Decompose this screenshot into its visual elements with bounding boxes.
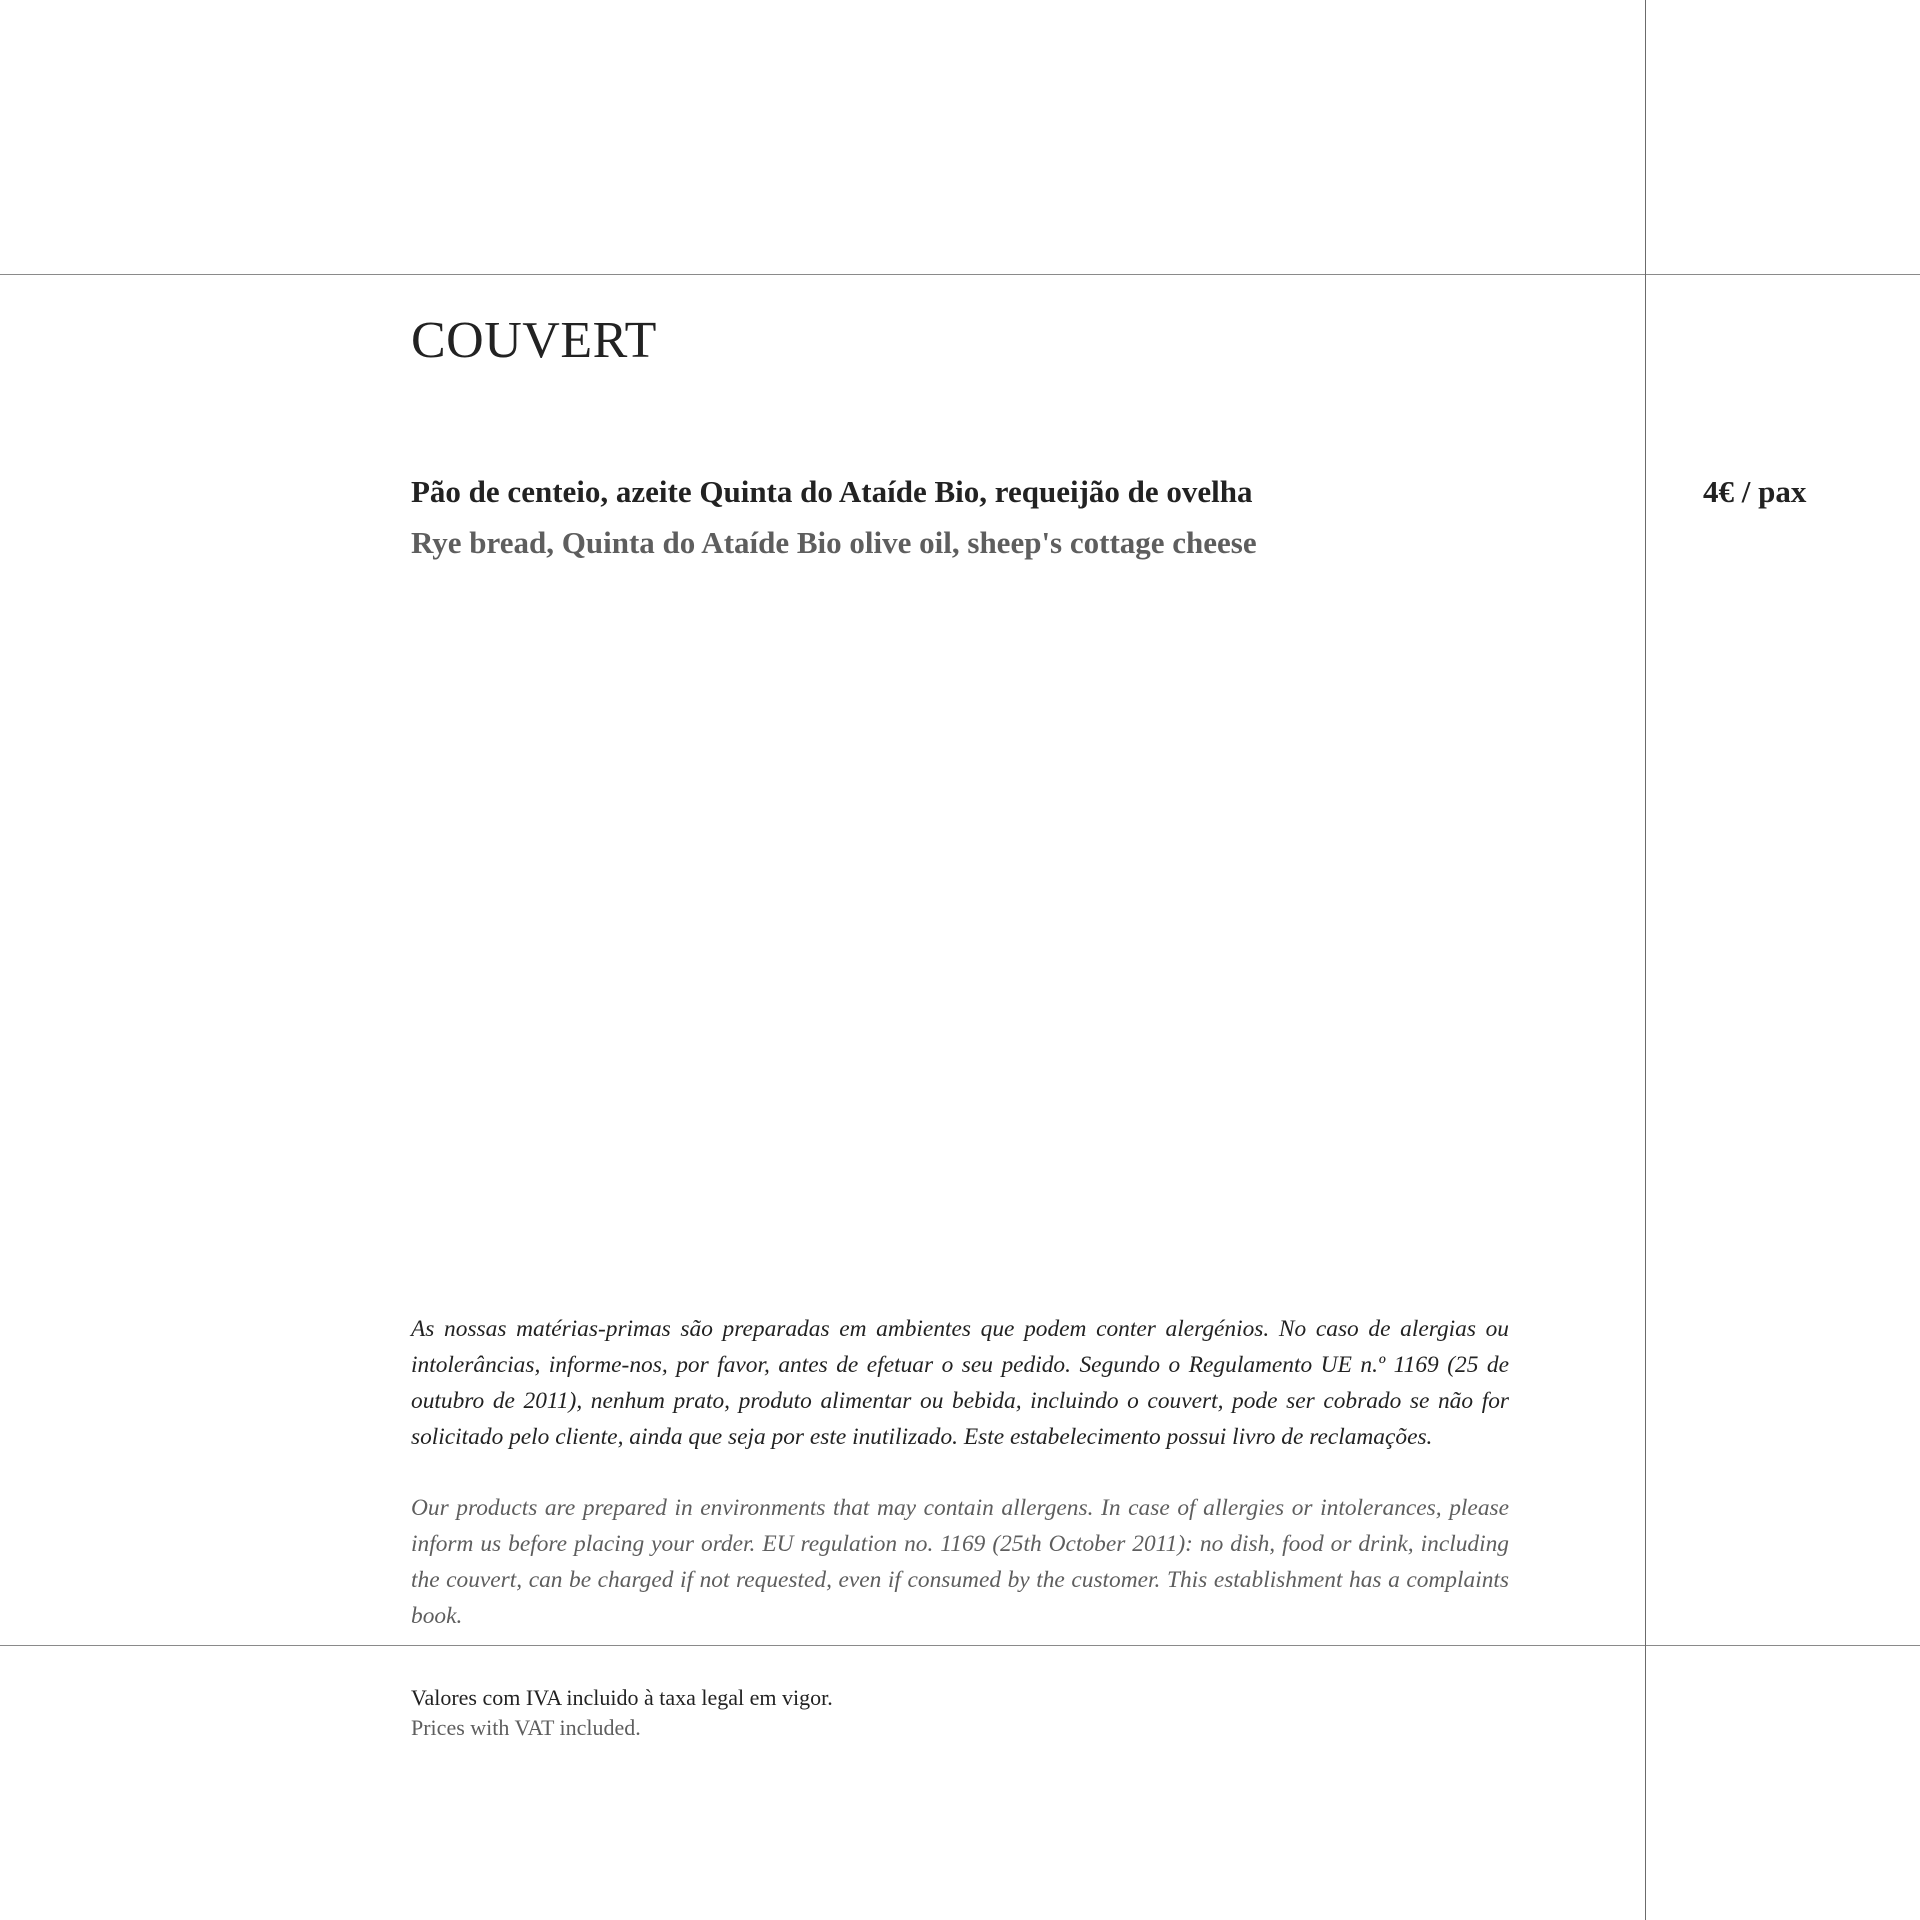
item-price: 4€ / pax [1703, 474, 1807, 509]
item-name-en: Rye bread, Quinta do Ataíde Bio olive oil, sheep's cottage cheese [411, 525, 1257, 560]
vat-note-pt: Valores com IVA incluido à taxa legal em vigor. [411, 1685, 833, 1710]
bottom-divider [0, 1645, 1920, 1646]
top-divider [0, 274, 1920, 275]
allergen-notice-en: Our products are prepared in environments that may contain allergens. In case of allergies or intolerances, please inform us before placing your order. EU regulation no. 1169 (25th October 2011): no dish, food or drink, including the couvert, can be charged if not requested, even if consumed by the customer. This establishment has a complaints book. [411, 1495, 1509, 1629]
vat-note-en: Prices with VAT included. [411, 1715, 641, 1740]
section-title: COUVERT [411, 312, 657, 369]
allergen-notice-pt: As nossas matérias-primas são preparadas em ambientes que podem conter alergénios. No caso de alergias ou intolerâncias, informe-nos, por favor, antes de efetuar o seu pedido. Segundo o Regulamento UE n.º 1169 (25 de outubro de 2011), nenhum prato, produto alimentar ou bebida, incluindo o couvert, pode ser cobrado se não for solicitado pelo cliente, ainda que seja por este inutilizado. Este estabelecimento possui livro de reclamações. [411, 1316, 1509, 1450]
vertical-divider [1645, 0, 1646, 1920]
item-name-pt: Pão de centeio, azeite Quinta do Ataíde Bio, requeijão de ovelha [411, 474, 1253, 509]
